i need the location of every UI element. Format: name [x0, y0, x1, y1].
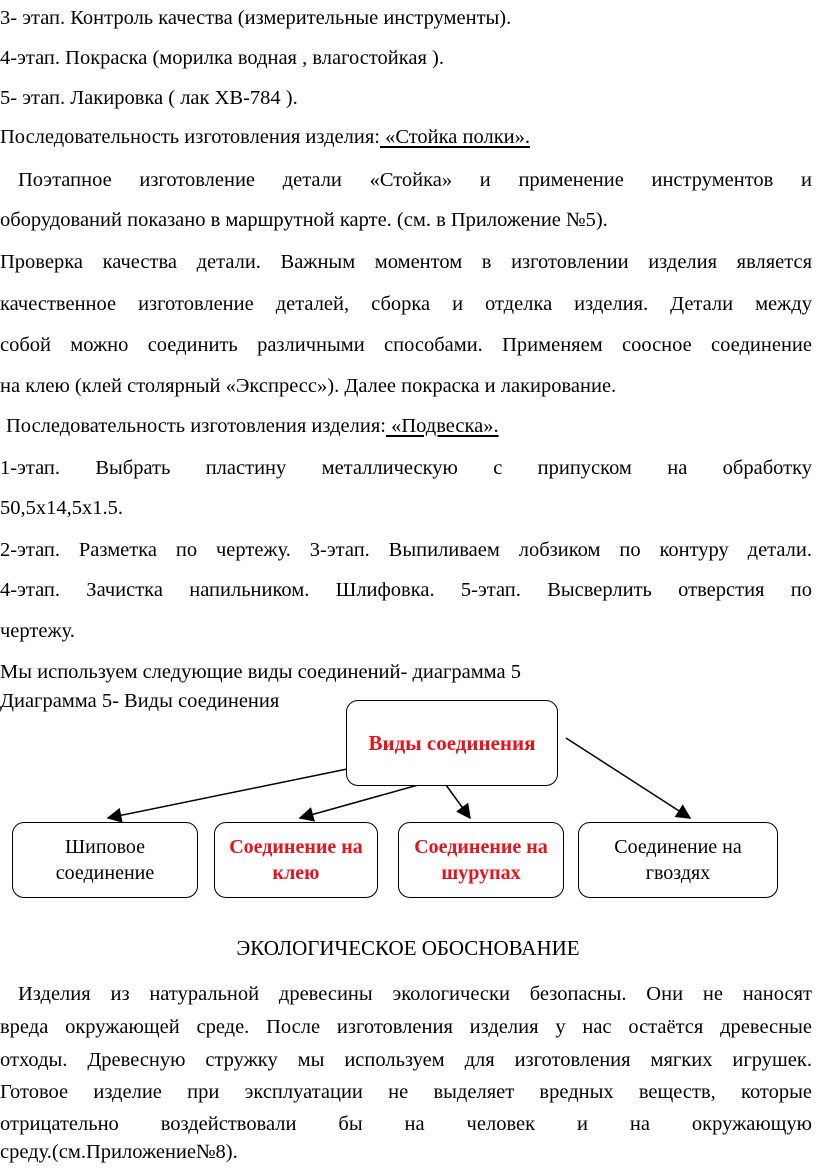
text-line: 2-этап. Разметка по чертежу. 3-этап. Выпиливаем лобзиком по контуру детали.: [0, 539, 812, 561]
text-line: 50,5х14,5х1.5.: [0, 497, 123, 519]
arrow-to-shurupy: [446, 785, 470, 818]
text-line: качественное изготовление деталей, сборка и отделка изделия. Детали между: [0, 293, 812, 315]
text-span: Последовательность изготовления изделия:: [0, 126, 380, 148]
text-line: Готовое изделие при эксплуатации не выделяет вредных веществ, которые: [0, 1081, 812, 1103]
diagram-root-node: Виды соединения: [346, 700, 558, 786]
arrow-to-klei: [300, 785, 418, 818]
product-name-podveska: «Подвеска».: [385, 415, 499, 437]
arrow-to-ship: [108, 768, 352, 818]
text-line: 4-этап. Зачистка напильником. Шлифовка. 5-этап. Высверлить отверстия по: [0, 579, 812, 601]
text-line: Поэтапное изготовление детали «Стойка» и применение инструментов и: [18, 169, 812, 191]
node-gvozdi: Соединение на гвоздях: [578, 822, 778, 898]
text-line: отрицательно воздействовали бы на человек и на окружающую: [0, 1113, 812, 1135]
text-line: 4-этап. Покраска (морилка водная , влагостойкая ).: [0, 47, 445, 69]
node-shurupy: Соединение на шурупах: [398, 822, 564, 898]
text-span: Последовательность изготовления изделия:: [6, 415, 386, 437]
text-line: Мы используем следующие виды соединений- диаграмма 5: [0, 661, 521, 683]
text-line: отходы. Древесную стружку мы используем для изготовления мягких игрушек.: [0, 1049, 812, 1071]
text-line: вреда окружающей среде. После изготовления изделия у нас остаётся древесные: [0, 1016, 812, 1038]
text-line: Изделия из натуральной древесины экологически безопасны. Они не наносят: [18, 983, 812, 1005]
text-line: 5- этап. Лакировка ( лак ХВ-784 ).: [0, 87, 298, 109]
text-line: чертежу.: [0, 620, 75, 642]
product-name-stoika: «Стойка полки».: [379, 126, 530, 148]
text-line: Проверка качества детали. Важным моментом в изготовлении изделия является: [0, 251, 812, 273]
diagram-caption: Диаграмма 5- Виды соединения: [0, 690, 280, 712]
text-line: 3- этап. Контроль качества (измерительные инструменты).: [0, 7, 512, 29]
text-line: собой можно соединить различными способами. Применяем соосное соединение: [0, 334, 812, 356]
text-line: на клею (клей столярный «Экспресс»). Далее покраска и лакирование.: [0, 375, 617, 397]
text-line: 1-этап. Выбрать пластину металлическую с припуском на обработку: [0, 457, 812, 479]
text-line: среду.(см.Приложение№8).: [0, 1141, 238, 1163]
section-title: ЭКОЛОГИЧЕСКОЕ ОБОСНОВАНИЕ: [236, 936, 580, 960]
node-klei: Соединение на клею: [214, 822, 378, 898]
arrow-to-gvozdi: [566, 738, 690, 818]
node-shipovoe: Шиповое соединение: [12, 822, 198, 898]
text-line: оборудований показано в маршрутной карте. (см. в Приложение №5).: [0, 209, 608, 231]
